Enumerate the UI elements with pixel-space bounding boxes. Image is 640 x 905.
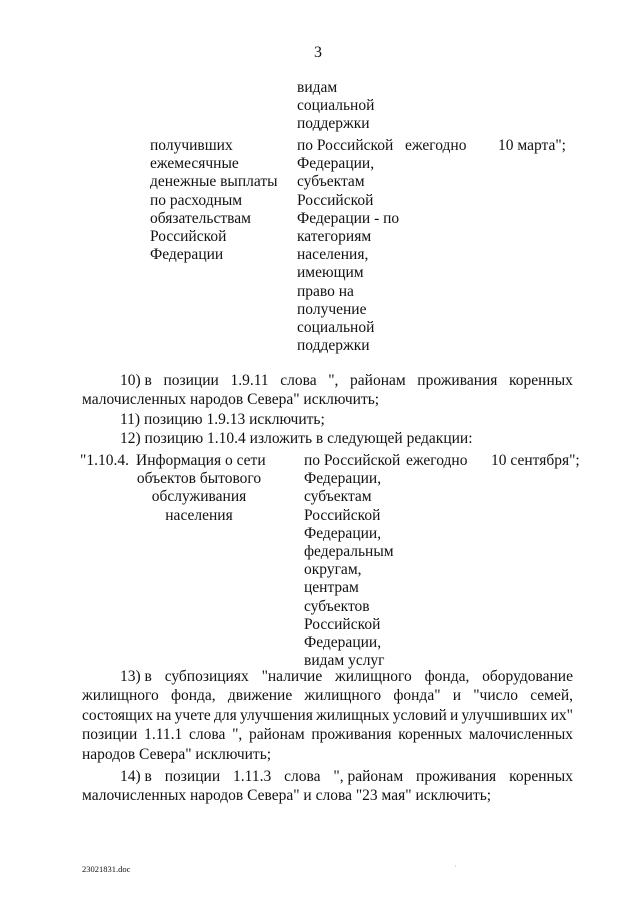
table-cell-line: Российской: [297, 191, 374, 209]
word: жилищного: [82, 687, 159, 705]
item-11-paragraph: 11) позицию 1.9.13 исключить;: [120, 410, 325, 428]
paragraph-line: малочисленных народов Севера" исключить;: [82, 391, 380, 409]
table-cell-line: имеющим: [297, 264, 364, 282]
row-1-10-4-breakdown: [304, 452, 400, 670]
footer-filename: 23021831.doc: [82, 864, 131, 874]
word: фонда,: [170, 687, 216, 705]
word: 1.11.1: [144, 726, 183, 744]
word: позиции: [163, 372, 219, 389]
table-cell-line: федеральным: [304, 543, 394, 561]
table-cell-line: ежемесячные: [150, 155, 239, 173]
word: условий: [392, 706, 447, 724]
table-cell-line: субъектов: [304, 597, 370, 615]
word: районам: [350, 372, 406, 389]
table-cell-line: по расходным: [150, 191, 243, 209]
row-1-10-4-deadline: 10 сентября";: [491, 452, 580, 469]
word: оборудование: [482, 668, 573, 685]
word: субпозициях: [164, 668, 249, 685]
table-cell-line: Федерации,: [304, 470, 382, 488]
word: 1.11.3: [233, 768, 272, 785]
paragraph-line: [82, 706, 573, 725]
word: и: [449, 706, 459, 724]
table-cell-line: социальной: [297, 97, 375, 115]
table-cell-line: денежные выплаты: [150, 173, 278, 191]
word: районам: [248, 726, 305, 744]
word: улучшивших: [461, 706, 548, 724]
word: улучшения: [239, 706, 313, 724]
top-table-continuation: [297, 79, 374, 134]
word: жилищного: [335, 668, 412, 685]
paragraph-line: малочисленных народов Севера" и слова "23 мая" исключить;: [82, 787, 492, 805]
table-cell-line: Федерации,: [304, 634, 382, 652]
table-cell-line: по Российской: [297, 137, 394, 154]
word: "число: [473, 687, 518, 705]
word: жилищных: [316, 706, 390, 724]
table-cell-line: социальной: [297, 319, 375, 337]
table-cell-line: Федерации,: [304, 524, 382, 542]
table-cell-line: право на: [297, 282, 354, 300]
table-cell-line: поддержки: [297, 115, 370, 133]
table-cell-line: Федерации,: [297, 155, 375, 173]
word: коренных: [398, 726, 463, 744]
top-row-breakdown: [297, 137, 399, 355]
item-13-paragraph: [82, 667, 573, 764]
word: 10) в: [120, 372, 152, 389]
word: и: [452, 687, 462, 705]
row-1-10-4-periodicity: ежегодно: [406, 452, 468, 469]
word: семей,: [530, 687, 573, 705]
word: на: [156, 706, 172, 724]
word: ",: [328, 372, 339, 389]
word: малочисленных: [468, 726, 573, 744]
top-row-deadline: 10 марта";: [498, 137, 566, 154]
table-cell-line: получивших: [150, 137, 233, 154]
table-cell-line: обязательствам: [150, 209, 251, 227]
word: движение: [227, 687, 293, 705]
word: слова: [284, 768, 321, 785]
item-14-paragraph: [82, 767, 573, 806]
table-cell-line: населения,: [297, 246, 369, 264]
table-cell-line: Федерации - по: [297, 209, 400, 227]
table-cell-line: Российской: [150, 228, 227, 246]
paragraph-line: [82, 686, 573, 705]
table-cell-line: Федерации: [150, 246, 224, 264]
table-cell-line: округам,: [304, 561, 362, 579]
page-number: 3: [314, 44, 322, 61]
word: проживания: [417, 372, 498, 389]
table-cell-line: центрам: [304, 579, 359, 597]
word: проживания: [416, 768, 497, 785]
word: коренных: [509, 768, 573, 785]
table-cell-line: Российской: [304, 506, 381, 524]
table-cell-line: объектов бытового: [136, 470, 262, 488]
scan-mark: ·: [454, 862, 457, 871]
table-cell-line: Информация о сети: [136, 452, 266, 469]
word: 14) в: [120, 768, 152, 785]
word: проживания: [311, 726, 392, 744]
table-cell-line: субъектам: [304, 488, 372, 506]
table-cell-line: получение: [297, 300, 367, 318]
table-cell-line: населения: [165, 506, 233, 524]
top-row-indicator: [150, 137, 278, 264]
word: слова: [280, 372, 317, 389]
word: позиции: [164, 768, 221, 785]
word: фонда": [393, 687, 441, 705]
item-12-paragraph: 12) позицию 1.10.4 изложить в следующей редакции:: [120, 430, 473, 448]
word: ", районам: [333, 768, 404, 785]
table-cell-line: категориям: [297, 228, 372, 246]
word: ",: [232, 726, 243, 744]
word: 1.9.11: [230, 372, 269, 389]
word: 13) в: [120, 668, 152, 685]
word: позиции: [82, 726, 138, 744]
table-cell-line: видам услуг: [304, 652, 385, 670]
word: фонда,: [424, 668, 470, 685]
word: для: [213, 706, 237, 724]
word: учете: [174, 706, 211, 724]
word: жилищного: [304, 687, 382, 705]
paragraph-line: народов Севера" исключить;: [82, 745, 272, 763]
paragraph-line: [82, 725, 573, 744]
table-cell-line: поддержки: [297, 337, 370, 355]
word: их": [550, 706, 573, 724]
paragraph-line: [82, 767, 573, 786]
table-cell-line: видам: [297, 79, 338, 96]
paragraph-line: [82, 371, 573, 390]
paragraph-line: [82, 667, 573, 686]
table-cell-line: обслуживания: [151, 488, 247, 506]
row-1-10-4-code: "1.10.4.: [80, 452, 129, 469]
row-1-10-4-indicator: [136, 452, 266, 525]
top-row-periodicity: ежегодно: [405, 137, 467, 154]
table-cell-line: субъектам: [297, 173, 365, 191]
word: коренных: [509, 372, 573, 389]
table-cell-line: по Российской: [304, 452, 401, 469]
table-cell-line: Российской: [304, 615, 381, 633]
word: состоящих: [82, 706, 154, 724]
word: слова: [188, 726, 226, 744]
item-10-paragraph: [82, 371, 573, 449]
word: "наличие: [261, 668, 323, 685]
